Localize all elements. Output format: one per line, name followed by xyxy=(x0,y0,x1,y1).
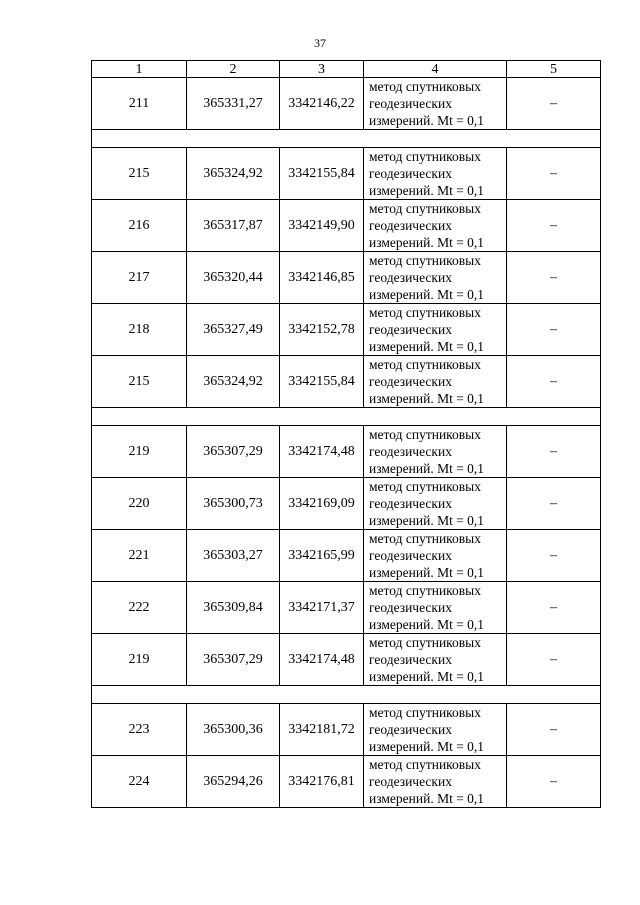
y-coordinate-cell: 3342149,90 xyxy=(280,200,364,252)
method-line: метод спутниковых xyxy=(369,201,481,216)
note-cell: – xyxy=(507,704,601,756)
method-cell xyxy=(364,582,507,634)
y-coordinate-cell: 3342146,85 xyxy=(280,252,364,304)
point-cell: 220 xyxy=(92,478,187,530)
method-cell xyxy=(364,478,507,530)
header-cell-2: 2 xyxy=(187,61,280,78)
x-coordinate-cell: 365300,36 xyxy=(187,704,280,756)
point-cell: 222 xyxy=(92,582,187,634)
y-coordinate-cell: 3342155,84 xyxy=(280,356,364,408)
table-row xyxy=(92,582,601,634)
header-cell-5: 5 xyxy=(507,61,601,78)
separator-cell xyxy=(92,408,601,426)
table-row xyxy=(92,356,601,408)
table-row xyxy=(92,704,601,756)
note-cell: – xyxy=(507,200,601,252)
x-coordinate-cell: 365331,27 xyxy=(187,78,280,130)
method-line: измерений. Mt = 0,1 xyxy=(369,513,485,528)
point-cell: 218 xyxy=(92,304,187,356)
note-cell: – xyxy=(507,634,601,686)
table-row xyxy=(92,634,601,686)
x-coordinate-cell: 365307,29 xyxy=(187,426,280,478)
header-cell-4: 4 xyxy=(364,61,507,78)
method-cell xyxy=(364,756,507,808)
header-cell-3: 3 xyxy=(280,61,364,78)
x-coordinate-cell: 365324,92 xyxy=(187,356,280,408)
method-line: геодезических xyxy=(369,496,452,511)
y-coordinate-cell: 3342169,09 xyxy=(280,478,364,530)
y-coordinate-cell: 3342171,37 xyxy=(280,582,364,634)
y-coordinate-cell: 3342174,48 xyxy=(280,426,364,478)
point-cell: 219 xyxy=(92,634,187,686)
method-line: геодезических xyxy=(369,374,452,389)
method-line: метод спутниковых xyxy=(369,305,481,320)
method-line: метод спутниковых xyxy=(369,149,481,164)
method-line: метод спутниковых xyxy=(369,635,481,650)
method-line: измерений. Mt = 0,1 xyxy=(369,235,485,250)
note-cell: – xyxy=(507,756,601,808)
note-cell: – xyxy=(507,148,601,200)
method-line: геодезических xyxy=(369,96,452,111)
method-line: геодезических xyxy=(369,774,452,789)
header-row xyxy=(92,61,601,78)
table-row xyxy=(92,304,601,356)
method-cell xyxy=(364,704,507,756)
method-line: геодезических xyxy=(369,722,452,737)
point-cell: 219 xyxy=(92,426,187,478)
y-coordinate-cell: 3342146,22 xyxy=(280,78,364,130)
method-line: измерений. Mt = 0,1 xyxy=(369,461,485,476)
method-line: геодезических xyxy=(369,218,452,233)
method-line: метод спутниковых xyxy=(369,357,481,372)
method-line: метод спутниковых xyxy=(369,705,481,720)
method-line: геодезических xyxy=(369,548,452,563)
method-cell xyxy=(364,252,507,304)
point-cell: 215 xyxy=(92,148,187,200)
note-cell: – xyxy=(507,582,601,634)
table-row xyxy=(92,756,601,808)
separator-row xyxy=(92,686,601,704)
method-line: геодезических xyxy=(369,166,452,181)
method-line: метод спутниковых xyxy=(369,79,481,94)
method-line: измерений. Mt = 0,1 xyxy=(369,739,485,754)
method-cell xyxy=(364,530,507,582)
method-line: измерений. Mt = 0,1 xyxy=(369,391,485,406)
note-cell: – xyxy=(507,530,601,582)
table-row xyxy=(92,530,601,582)
x-coordinate-cell: 365300,73 xyxy=(187,478,280,530)
method-cell xyxy=(364,426,507,478)
table-row xyxy=(92,426,601,478)
point-cell: 215 xyxy=(92,356,187,408)
note-cell: – xyxy=(507,426,601,478)
y-coordinate-cell: 3342176,81 xyxy=(280,756,364,808)
method-line: метод спутниковых xyxy=(369,583,481,598)
method-line: метод спутниковых xyxy=(369,253,481,268)
method-line: измерений. Mt = 0,1 xyxy=(369,565,485,580)
table-row xyxy=(92,78,601,130)
separator-row xyxy=(92,130,601,148)
method-line: измерений. Mt = 0,1 xyxy=(369,183,485,198)
method-line: метод спутниковых xyxy=(369,427,481,442)
method-cell xyxy=(364,200,507,252)
method-cell xyxy=(364,148,507,200)
table-row xyxy=(92,252,601,304)
table-body xyxy=(92,78,601,808)
method-cell xyxy=(364,634,507,686)
y-coordinate-cell: 3342181,72 xyxy=(280,704,364,756)
method-line: метод спутниковых xyxy=(369,757,481,772)
method-line: измерений. Mt = 0,1 xyxy=(369,287,485,302)
x-coordinate-cell: 365324,92 xyxy=(187,148,280,200)
point-cell: 216 xyxy=(92,200,187,252)
header-cell-1: 1 xyxy=(92,61,187,78)
separator-cell xyxy=(92,686,601,704)
method-line: измерений. Mt = 0,1 xyxy=(369,113,485,128)
note-cell: – xyxy=(507,304,601,356)
table-row xyxy=(92,200,601,252)
x-coordinate-cell: 365320,44 xyxy=(187,252,280,304)
point-cell: 221 xyxy=(92,530,187,582)
x-coordinate-cell: 365303,27 xyxy=(187,530,280,582)
page-number: 37 xyxy=(314,36,326,50)
method-line: измерений. Mt = 0,1 xyxy=(369,791,485,806)
y-coordinate-cell: 3342165,99 xyxy=(280,530,364,582)
x-coordinate-cell: 365317,87 xyxy=(187,200,280,252)
y-coordinate-cell: 3342152,78 xyxy=(280,304,364,356)
note-cell: – xyxy=(507,78,601,130)
method-line: геодезических xyxy=(369,600,452,615)
point-cell: 217 xyxy=(92,252,187,304)
x-coordinate-cell: 365327,49 xyxy=(187,304,280,356)
method-line: измерений. Mt = 0,1 xyxy=(369,339,485,354)
note-cell: – xyxy=(507,356,601,408)
note-cell: – xyxy=(507,252,601,304)
point-cell: 211 xyxy=(92,78,187,130)
table-row xyxy=(92,148,601,200)
method-line: измерений. Mt = 0,1 xyxy=(369,669,485,684)
method-line: метод спутниковых xyxy=(369,531,481,546)
y-coordinate-cell: 3342174,48 xyxy=(280,634,364,686)
x-coordinate-cell: 365309,84 xyxy=(187,582,280,634)
method-line: геодезических xyxy=(369,270,452,285)
method-line: измерений. Mt = 0,1 xyxy=(369,617,485,632)
method-cell xyxy=(364,356,507,408)
point-cell: 224 xyxy=(92,756,187,808)
method-line: геодезических xyxy=(369,444,452,459)
separator-row xyxy=(92,408,601,426)
coordinates-table xyxy=(91,60,601,808)
x-coordinate-cell: 365294,26 xyxy=(187,756,280,808)
method-line: геодезических xyxy=(369,652,452,667)
method-line: геодезических xyxy=(369,322,452,337)
method-cell xyxy=(364,304,507,356)
y-coordinate-cell: 3342155,84 xyxy=(280,148,364,200)
separator-cell xyxy=(92,130,601,148)
method-line: метод спутниковых xyxy=(369,479,481,494)
point-cell: 223 xyxy=(92,704,187,756)
note-cell: – xyxy=(507,478,601,530)
table-row xyxy=(92,478,601,530)
method-cell xyxy=(364,78,507,130)
x-coordinate-cell: 365307,29 xyxy=(187,634,280,686)
